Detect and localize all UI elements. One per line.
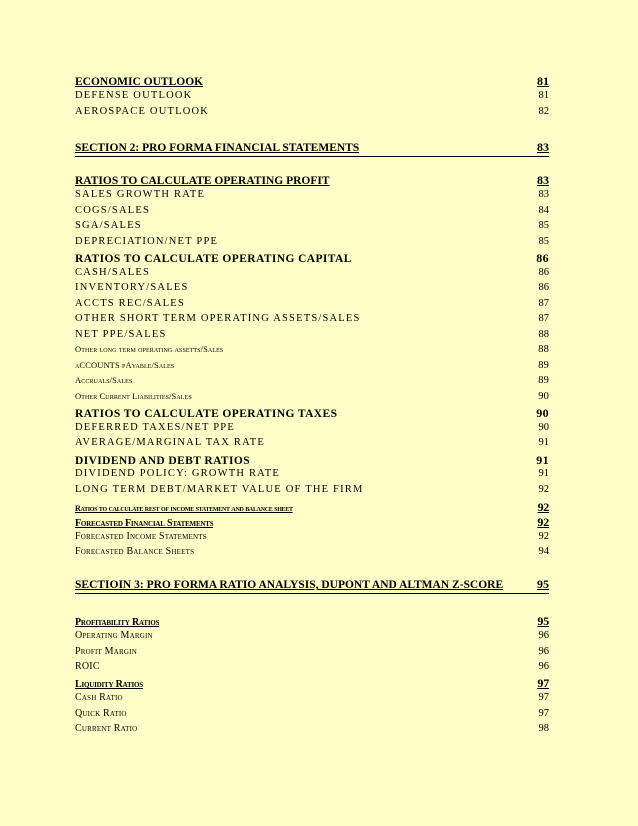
toc-entry-title: OTHER SHORT TERM OPERATING ASSETS/SALES <box>75 313 361 324</box>
toc-entry[interactable] <box>75 484 549 495</box>
toc-entry[interactable] <box>75 515 549 530</box>
toc-entry-title: Quick Ratio <box>75 708 127 719</box>
toc-entry-page: 92 <box>537 500 549 514</box>
toc-entry[interactable] <box>75 267 549 278</box>
toc-entry-title: SALES GROWTH RATE <box>75 189 206 200</box>
toc-entry-title: Forecasted Financial Statements <box>75 518 214 529</box>
toc-entry[interactable] <box>75 630 549 641</box>
toc-entry-title: Other long term operating assetts/Sales <box>75 344 224 354</box>
toc-entry[interactable] <box>75 298 549 309</box>
toc-entry-page: 81 <box>538 90 549 101</box>
toc-entry-page: 96 <box>538 646 549 657</box>
toc-entry[interactable] <box>75 546 549 557</box>
toc-entry-page: 97 <box>538 708 549 719</box>
toc-entry-page: 95 <box>537 577 549 591</box>
toc-entry-title: Accruals/Sales <box>75 375 133 385</box>
toc-entry-page: 92 <box>537 515 549 529</box>
toc-entry-page: 94 <box>538 546 549 557</box>
toc-entry-title: RATIOS TO CALCULATE OPERATING TAXES <box>75 408 338 420</box>
toc-entry-title: Profit Margin <box>75 646 137 657</box>
toc-entry-page: 84 <box>538 205 549 216</box>
toc-entry[interactable] <box>75 646 549 657</box>
toc-entry[interactable] <box>75 220 549 231</box>
toc-entry-page: 86 <box>536 251 549 265</box>
toc-entry-title: DEFENSE OUTLOOK <box>75 90 193 101</box>
toc-entry-page: 83 <box>537 173 549 187</box>
toc-entry[interactable] <box>75 251 549 266</box>
toc-entry-title: ACCTS REC/SALES <box>75 298 185 309</box>
toc-entry-title: DEFERRED TAXES/NET PPE <box>75 422 235 433</box>
toc-entry-page: 96 <box>538 661 549 672</box>
toc-entry-title: Liquidity Ratios <box>75 679 143 690</box>
toc-entry[interactable] <box>75 236 549 247</box>
toc-entry-title: RATIOS TO CALCULATE OPERATING CAPITAL <box>75 253 352 265</box>
toc-entry[interactable] <box>75 453 549 468</box>
toc-entry-page: 85 <box>538 236 549 247</box>
toc-entry-page: 83 <box>538 189 549 200</box>
toc-entry[interactable] <box>75 360 549 371</box>
toc-entry-page: 97 <box>538 692 549 703</box>
toc-entry-page: 98 <box>538 723 549 734</box>
toc-entry-title: SGA/SALES <box>75 220 142 231</box>
toc-entry-title: Current Ratio <box>75 723 138 734</box>
toc-entry[interactable] <box>75 313 549 324</box>
toc-entry-page: 85 <box>538 220 549 231</box>
toc-entry-title: NET PPE/SALES <box>75 329 167 340</box>
toc-entry-title: CASH/SALES <box>75 267 151 278</box>
toc-entry-title: Cash Ratio <box>75 692 123 703</box>
toc-entry-page: 82 <box>538 106 549 117</box>
toc-entry[interactable] <box>75 173 549 188</box>
toc-entry[interactable] <box>75 692 549 703</box>
toc-entry[interactable] <box>75 708 549 719</box>
toc-entry[interactable] <box>75 74 549 89</box>
toc-section-heading[interactable] <box>75 577 549 594</box>
toc-entry-page: 87 <box>538 313 549 324</box>
toc-entry-title: Other Current Liabilities/Sales <box>75 391 192 401</box>
toc-entry[interactable] <box>75 189 549 200</box>
toc-entry[interactable] <box>75 282 549 293</box>
toc-entry[interactable] <box>75 468 549 479</box>
toc-entry-title: LONG TERM DEBT/MARKET VALUE OF THE FIRM <box>75 484 364 495</box>
toc-entry[interactable] <box>75 614 549 629</box>
toc-entry-page: 83 <box>537 140 549 154</box>
toc-entry[interactable] <box>75 676 549 691</box>
toc-entry-title: INVENTORY/SALES <box>75 282 189 293</box>
toc-entry[interactable] <box>75 422 549 433</box>
toc-entry-title: Forecasted Balance Sheets <box>75 546 195 557</box>
toc-entry-title: SECTIOIN 3: PRO FORMA RATIO ANALYSIS, DUPONT AND ALTMAN Z-SCORE <box>75 579 504 591</box>
toc-entry-page: 92 <box>538 531 549 542</box>
toc-entry-title: ECONOMIC OUTLOOK <box>75 76 204 88</box>
toc-entry-title: Operating Margin <box>75 630 153 641</box>
toc-entry[interactable] <box>75 375 549 386</box>
toc-entry-title: Ratios to calculate rest of income statement and balance sheet <box>75 504 293 513</box>
toc-entry-page: 91 <box>538 468 549 479</box>
toc-entry-title: DIVIDEND AND DEBT RATIOS <box>75 455 251 467</box>
toc-entry-title: AEROSPACE OUTLOOK <box>75 106 210 117</box>
toc-entry-title: COGS/SALES <box>75 205 151 216</box>
toc-entry[interactable] <box>75 723 549 734</box>
toc-entry-page: 86 <box>538 267 549 278</box>
toc-entry[interactable] <box>75 437 549 448</box>
toc-entry-title: Forecasted Income Statements <box>75 531 207 542</box>
toc-entry-title: aCCOUNTS pAyable/Sales <box>75 360 175 370</box>
toc-entry-page: 90 <box>538 422 549 433</box>
toc-entry-page: 89 <box>538 360 549 371</box>
toc-entry[interactable] <box>75 661 549 672</box>
toc-entry-page: 88 <box>538 329 549 340</box>
toc-entry-page: 91 <box>536 453 549 467</box>
toc-entry-page: 90 <box>536 406 549 420</box>
toc-entry-title: RATIOS TO CALCULATE OPERATING PROFIT <box>75 175 330 187</box>
toc-section-heading[interactable] <box>75 140 549 157</box>
toc-entry[interactable] <box>75 391 549 402</box>
toc-entry[interactable] <box>75 500 549 515</box>
toc-entry-page: 87 <box>538 298 549 309</box>
toc-entry-page: 81 <box>537 74 549 88</box>
toc-entry-title: Profitability Ratios <box>75 617 160 628</box>
toc-entry[interactable] <box>75 329 549 340</box>
toc-entry[interactable] <box>75 90 549 101</box>
toc-entry-title: SECTION 2: PRO FORMA FINANCIAL STATEMENTS <box>75 142 360 154</box>
toc-entry-title: DEPRECIATION/NET PPE <box>75 236 219 247</box>
toc-entry-page: 89 <box>538 375 549 386</box>
toc-entry-title: DIVIDEND POLICY: GROWTH RATE <box>75 468 280 479</box>
toc-entry-page: 97 <box>537 676 549 690</box>
toc-entry[interactable] <box>75 406 549 421</box>
toc-entry-title: ROIC <box>75 661 100 672</box>
toc-entry-page: 96 <box>538 630 549 641</box>
toc-entry[interactable] <box>75 106 549 117</box>
toc-entry-page: 92 <box>538 484 549 495</box>
toc-entry[interactable] <box>75 344 549 355</box>
toc-entry-page: 86 <box>538 282 549 293</box>
toc-entry-page: 95 <box>537 614 549 628</box>
toc-entry-page: 88 <box>538 344 549 355</box>
toc-entry-title: AVERAGE/MARGINAL TAX RATE <box>75 437 265 448</box>
toc-entry-page: 90 <box>538 391 549 402</box>
toc-entry[interactable] <box>75 205 549 216</box>
toc-entry-page: 91 <box>538 437 549 448</box>
toc-entry[interactable] <box>75 531 549 542</box>
